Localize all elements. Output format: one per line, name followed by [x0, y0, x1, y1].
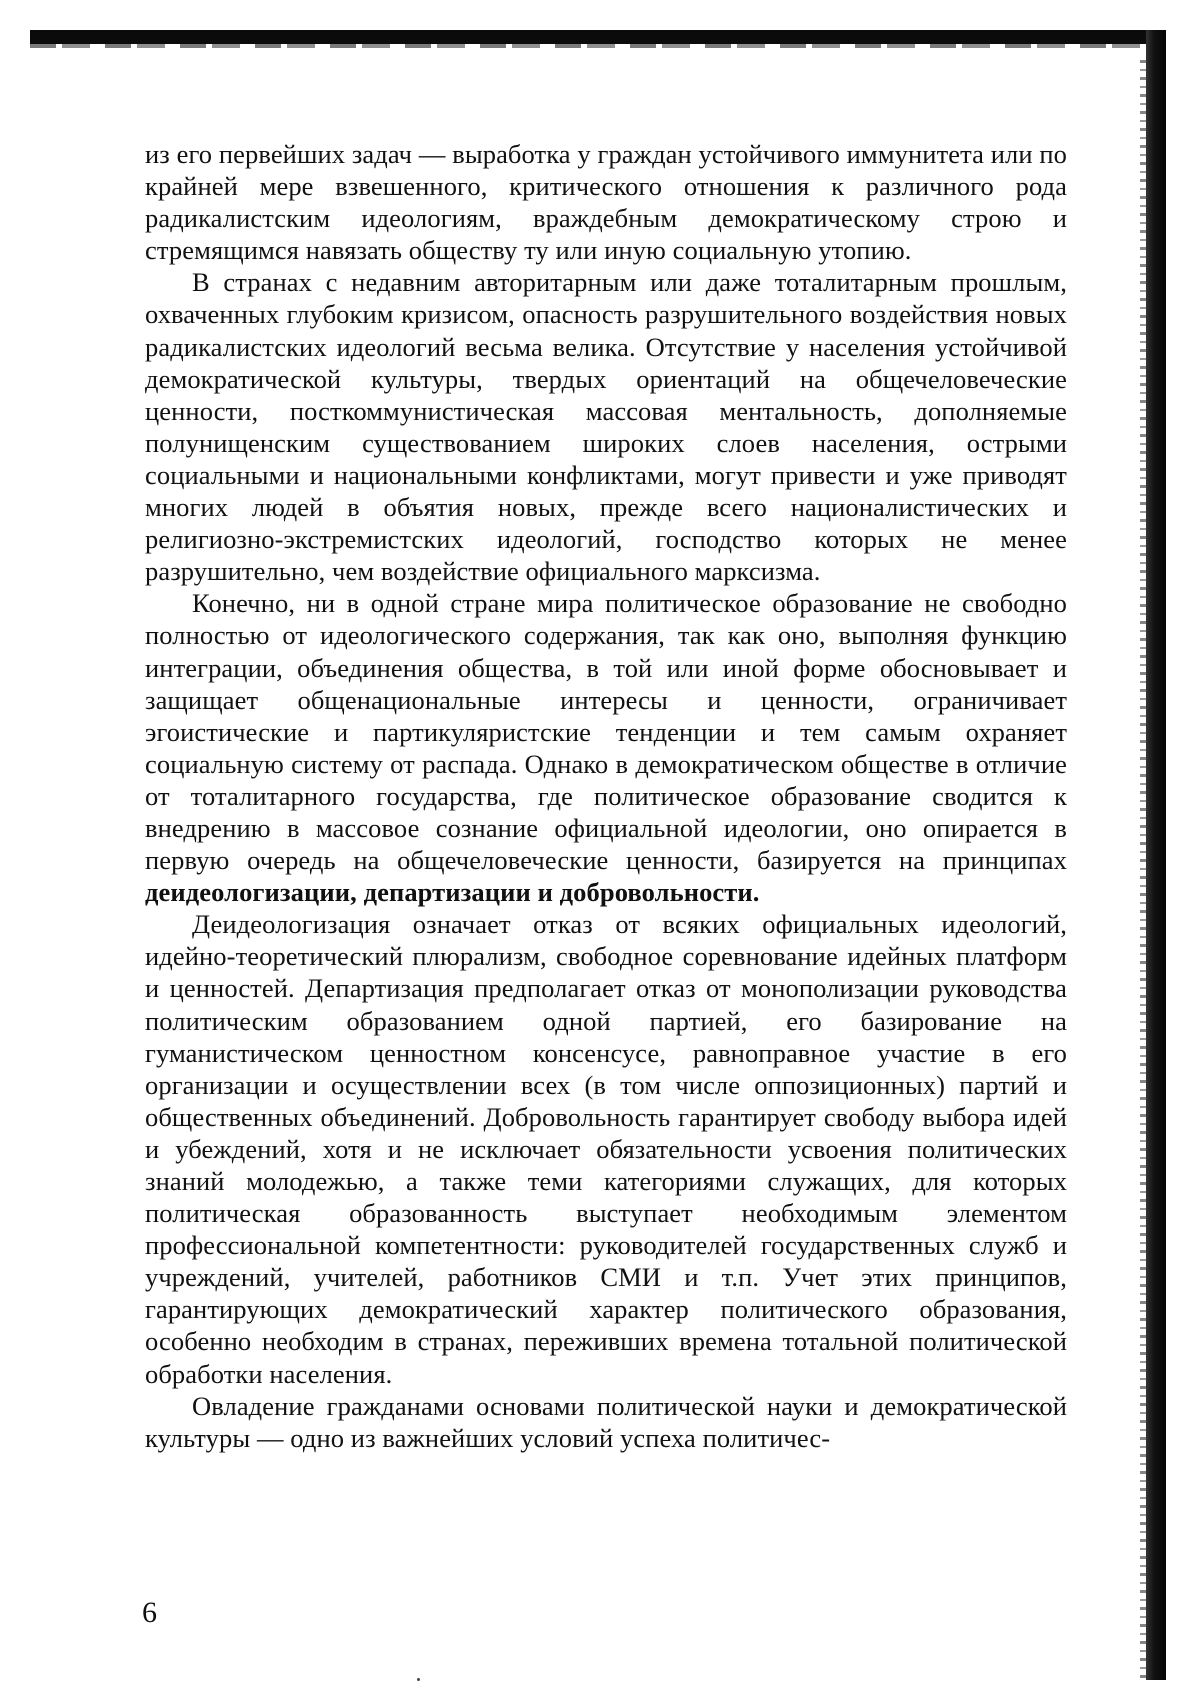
paragraph-5: Овладение гражданами основами политической науки и демократической культуры — одно из важнейших условий успеха политичес- — [145, 1390, 1067, 1453]
paragraph-3-text: Конечно, ни в одной стране мира политическое образование не свободно полностью от идеологического содержания, так как оно, выполняя функцию интеграции, объединения общества, в той или иной форме обосновывает и защищает общенациональные интересы и ценности, ограничивает эгоистические и партикуляристские тенденции и тем самым охраняет социальную систему от распада. Однако в демократическом обществе в отличие от тоталитарного государства, где политическое образование сводится к внедрению в массовое сознание официальной идеологии, оно опирается в первую очередь на общечеловеческие ценности, базируется на принципах — [145, 588, 1067, 876]
page-body — [145, 138, 1067, 1454]
paragraph-3 — [145, 587, 1067, 908]
page-number: 6 — [142, 1596, 157, 1629]
paragraph-3-bold-connector: и — [530, 877, 560, 908]
scan-top-border — [30, 30, 1164, 44]
paragraph-2: В странах с недавним авторитарным или даже тоталитарным прошлым, охваченных глубоким кризисом, опасность разрушительного воздействия новых радикалистских идеологий весьма велика. Отсутствие у населения устойчивой демократической культуры, твердых ориентаций на общечеловеческие ценности, посткоммунистическая массовая ментальность, дополняемые полунищенским существованием широких слоев населения, острыми социальными и национальными конфликтами, могут привести и уже приводят многих людей в объятия новых, прежде всего националистических и религиозно-экстремистских идеологий, господство которых не менее разрушительно, чем воздействие официального марксизма. — [145, 267, 1067, 587]
paragraph-3-bold-principles: деидеологизации, департизации — [145, 877, 531, 908]
paragraph-3-bold-voluntariness: добровольности. — [559, 877, 760, 908]
scan-right-edge — [1146, 30, 1166, 1680]
scan-top-border-texture — [30, 44, 1164, 48]
scan-right-edge-texture — [1140, 60, 1146, 1680]
paragraph-1: из его первейших задач — выработка у граждан устойчивого иммунитета или по крайней мере взвешенного, критического отношения к различного рода радикалистским идеологиям, враждебным демократическому строю и стремящимся навязать обществу ту или иную социальную утопию. — [145, 139, 1067, 266]
scan-speck — [417, 1678, 420, 1681]
paragraph-4: Деидеологизация означает отказ от всяких официальных идеологий, идейно-теоретический плюрализм, свободное соревнование идейных платформ и ценностей. Департизация предполагает отказ от монополизации руководства политическим образованием одной партией, его базирование на гуманистическом ценностном консенсусе, равноправное участие в его организации и осуществлении всех (в том числе оппозиционных) партий и общественных объединений. Добровольность гарантирует свободу выбора идей и убеждений, хотя и не исключает обязательности усвоения политических знаний молодежью, а также теми категориями служащих, для которых политическая образованность выступает необходимым элементом профессиональной компетентности: руководителей государственных служб и учреждений, учителей, работников СМИ и т.п. Учет этих принципов, гарантирующих демократический характер политического образования, особенно необходим в странах, переживших времена тотальной политической обработки населения. — [145, 909, 1067, 1389]
